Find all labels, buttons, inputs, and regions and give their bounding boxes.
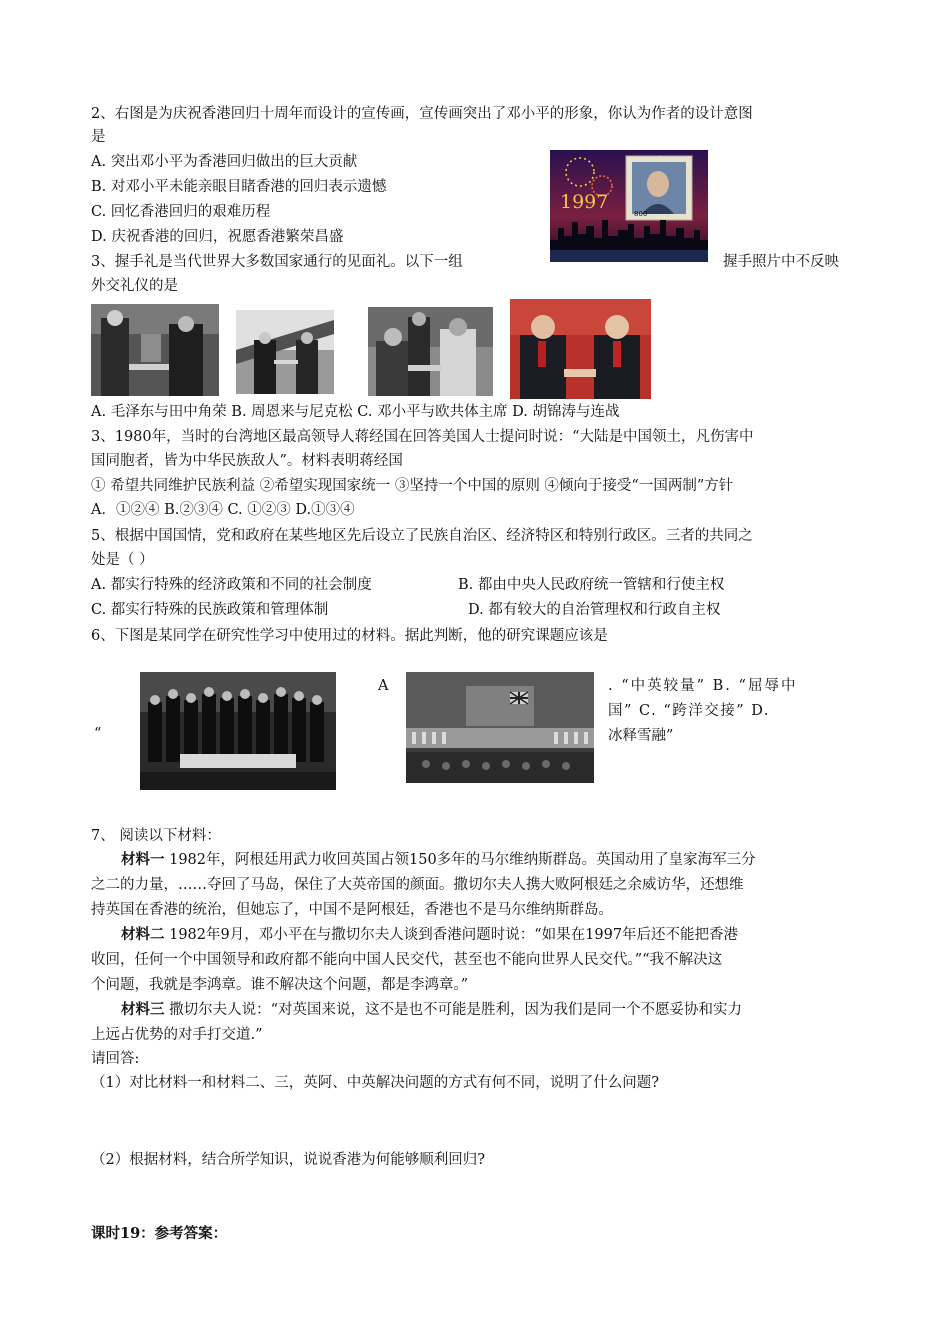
q2-option-d: D. 庆祝香港的回归，祝愿香港繁荣昌盛: [91, 229, 344, 245]
q2-option-a: A. 突出邓小平为香港回归做出的巨大贡献: [91, 154, 358, 170]
q7-stem: 7、 阅读以下材料：: [91, 828, 221, 844]
hong-kong-return-poster: [550, 150, 708, 262]
material3-title: 材料三: [121, 1001, 165, 1018]
handshake-photo-2: [236, 310, 334, 394]
q3b-stem-line1: 3、1980年，当时的台湾地区最高领导人蒋经国在回答美国人士提问时说：“大陆是中国领土，凡伤害中: [91, 429, 754, 445]
q6-options-line1: . “中英较量” B. “屈辱中: [608, 678, 798, 694]
poster-value: 800: [634, 210, 648, 218]
q7-material2-line2: 收回，任何一个中国领导和政府都不能向中国人民交代，甚至也不能向世界人民交代。”“我不解决这: [91, 952, 723, 968]
q7-material2-line1: [121, 925, 738, 945]
material2-title: 材料二: [121, 926, 165, 943]
q7-sub-question-2: （2）根据材料，结合所学知识，说说香港为何能够顺利回归?: [91, 1152, 485, 1168]
q2-option-b: B. 对邓小平未能亲眼目睹香港的回归表示遗憾: [91, 179, 387, 195]
q3b-options: A．①②④ B.②③④ C. ①②③ D.①③④: [91, 502, 355, 518]
q5-option-b: B. 都由中央人民政府统一管辖和行使主权: [458, 577, 725, 593]
q3a-stem-line2: 外交礼仪的是: [91, 278, 178, 294]
poster-year: 1997: [560, 191, 609, 213]
q3a-stem-right: 握手照片中不反映: [723, 254, 839, 270]
q2-option-c: C. 回忆香港回归的艰难历程: [91, 204, 271, 220]
treaty-signing-photo: [140, 672, 336, 790]
material2-text1: 1982年9月，邓小平在与撒切尔夫人谈到香港问题时说：“如果在1997年后还不能把香港: [164, 927, 739, 943]
q5-option-c: C. 都实行特殊的民族政策和管理体制: [91, 602, 329, 618]
q3b-stem-line2: 国同胞者，皆为中华民族敌人”。材料表明蒋经国: [91, 453, 403, 469]
answer-section-title: 课时19：参考答案：: [91, 1225, 228, 1242]
q7-material2-line3: 个问题，我就是李鸿章。谁不解决这个问题，都是李鸿章。”: [91, 977, 469, 993]
q7-material3-line2: 上远占优势的对手打交道.”: [91, 1027, 263, 1043]
q7-ask: 请回答:: [91, 1051, 140, 1067]
material3-text1: 撒切尔夫人说：“对英国来说，这不是也不可能是胜利，因为我们是同一个不愿妥协和实力: [164, 1002, 743, 1018]
q5-stem-line2: 处是（ ）: [91, 552, 154, 568]
q6-options-line2: 国” C. “跨洋交接” D.: [608, 703, 770, 719]
q7-sub-question-1: （1）对比材料一和材料二、三，英阿、中英解决问题的方式有何不同，说明了什么问题?: [91, 1075, 659, 1091]
q7-material1-line3: 持英国在香港的统治，但她忘了，中国不是阿根廷，香港也不是马尔维纳斯群岛。: [91, 902, 613, 918]
handshake-photo-1: [91, 304, 219, 396]
q7-material3-line1: [121, 1000, 742, 1020]
q7-material1-line2: 之二的力量，……夺回了马岛，保住了大英帝国的颜面。撒切尔夫人携大败阿根廷之余威访华，还想维: [91, 877, 744, 893]
q7-material1-line1: [121, 850, 756, 870]
q3a-options: A. 毛泽东与田中角荣 B. 周恩来与尼克松 C. 邓小平与欧共体主席 D. 胡锦涛与连战: [91, 404, 620, 420]
q3b-items: ① 希望共同维护民族利益 ②希望实现国家统一 ③坚持一个中国的原则 ④倾向于接受“一国两制”方针: [91, 478, 734, 494]
q6-label-a: A: [378, 678, 389, 694]
handshake-photo-4: [510, 299, 651, 399]
q5-option-a: A. 都实行特殊的经济政策和不同的社会制度: [91, 577, 372, 593]
material1-title: 材料一: [121, 851, 165, 868]
q6-stem: 6、下图是某同学在研究性学习中使用过的材料。据此判断，他的研究课题应该是: [91, 628, 608, 644]
q3a-stem-left: 3、握手礼是当代世界大多数国家通行的见面礼。以下一组: [91, 254, 463, 270]
q2-stem-line1: 2、右图是为庆祝香港回归十周年而设计的宣传画，宣传画突出了邓小平的形象，你认为作者的设计意图: [91, 106, 753, 122]
q5-option-d: D. 都有较大的自治管理权和行政自主权: [468, 602, 721, 618]
q6-options-line3: 冰释雪融”: [608, 728, 674, 744]
q2-stem-line2: 是: [91, 129, 106, 145]
q5-stem-line1: 5、根据中国国情，党和政府在某些地区先后设立了民族自治区、经济特区和特别行政区。三者的共同之: [91, 528, 753, 544]
material1-text1: 1982年，阿根廷用武力收回英国占领150多年的马尔维纳斯群岛。英国动用了皇家海军三分: [164, 852, 756, 868]
handshake-photo-3: [368, 307, 493, 396]
q6-quote-mark: “: [94, 726, 102, 742]
handover-ceremony-photo: [406, 672, 594, 783]
